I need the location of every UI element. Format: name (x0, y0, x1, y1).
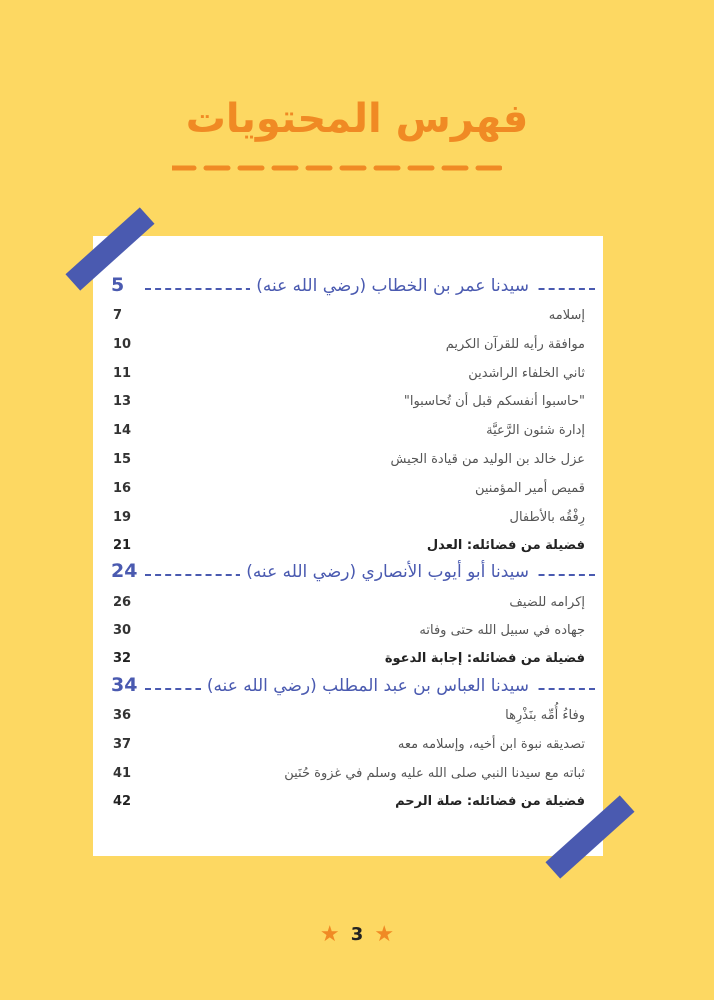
star-icon: ★ (319, 922, 340, 947)
toc-row[interactable] (105, 623, 595, 645)
toc-page-number: 34 (111, 674, 138, 696)
title-underline (172, 162, 502, 174)
toc-entry-title: وفاءُ أُمِّه بنَذْرِها (505, 708, 585, 723)
toc-entry-title: سيدنا أبو أيوب الأنصاري (رضي الله عنه) (240, 562, 535, 582)
toc-row[interactable] (105, 337, 595, 359)
toc-row[interactable] (105, 737, 595, 759)
toc-page-number: 36 (113, 708, 132, 723)
toc-entry-title: إكرامه للضيف (509, 595, 585, 610)
toc-page-number: 7 (113, 308, 123, 323)
page-number: 3 (350, 924, 364, 945)
toc-entry-title: قميص أمير المؤمنين (474, 481, 585, 496)
toc-row[interactable] (105, 510, 595, 532)
toc-page-number: 15 (113, 452, 132, 467)
toc-entry-title: فضيلة من فضائله: إجابة الدعوة (384, 651, 585, 666)
toc-entry-title: سيدنا عمر بن الخطاب (رضي الله عنه) (250, 276, 535, 296)
toc-page-number: 16 (113, 481, 132, 496)
page-footer (0, 922, 714, 947)
toc-entry-title: تصديقه نبوة ابن أخيه، وإسلامه معه (397, 737, 585, 752)
toc-entry-title: "حاسبوا أنفسكم قبل أن تُحاسبوا" (403, 394, 585, 409)
toc-row[interactable] (105, 651, 595, 673)
toc-entry-title: سيدنا العباس بن عبد المطلب (رضي الله عنه) (201, 676, 535, 696)
toc-row[interactable] (105, 708, 595, 730)
toc-entry-title: جهاده في سبيل الله حتى وفاته (419, 623, 585, 638)
toc-entry-title: إسلامه (548, 308, 585, 323)
toc-row[interactable] (105, 452, 595, 474)
toc-entry-title: ثباته مع سيدنا النبي صلى الله عليه وسلم في غزوة حُنَين (284, 766, 585, 781)
page-title: فهرس المحتويات (185, 96, 529, 142)
star-icon: ★ (374, 922, 395, 947)
toc-row[interactable] (105, 595, 595, 617)
toc-page-number: 42 (113, 794, 132, 809)
toc-row[interactable] (105, 481, 595, 503)
toc-entry-title: موافقة رأيه للقرآن الكريم (445, 337, 585, 352)
toc-entry-title: فضيلة من فضائله: العدل (426, 538, 585, 553)
toc-page-number: 32 (113, 651, 132, 666)
toc-entry-title: رِفْقُه بالأطفال (509, 510, 585, 525)
toc-row[interactable] (105, 766, 595, 788)
toc-page-number: 21 (113, 538, 132, 553)
toc-page-number: 24 (111, 560, 138, 582)
toc-row[interactable] (105, 308, 595, 330)
toc-section-row[interactable] (105, 276, 595, 304)
toc-page-number: 26 (113, 595, 132, 610)
toc-entry-title: عزل خالد بن الوليد من قيادة الجيش (390, 452, 585, 467)
toc-row[interactable] (105, 423, 595, 445)
toc-page-number: 19 (113, 510, 132, 525)
toc-row[interactable] (105, 366, 595, 388)
toc-row[interactable] (105, 794, 595, 816)
toc-entry-title: ثاني الخلفاء الراشدين (468, 366, 585, 381)
toc-page-number: 41 (113, 766, 132, 781)
toc-row[interactable] (105, 538, 595, 560)
toc-page-number: 37 (113, 737, 132, 752)
toc-page-number: 11 (113, 366, 132, 381)
toc-page-number: 10 (113, 337, 132, 352)
toc-entry-title: فضيلة من فضائله: صلة الرحم (395, 794, 585, 809)
toc-section-row[interactable] (105, 676, 595, 704)
toc-entry-title: إدارة شئون الرَّعيَّة (486, 423, 585, 438)
toc-page-number: 14 (113, 423, 132, 438)
toc-page-number: 30 (113, 623, 132, 638)
toc-row[interactable] (105, 394, 595, 416)
toc-section-row[interactable] (105, 562, 595, 590)
toc-page-number: 13 (113, 394, 132, 409)
toc-page-number: 5 (111, 274, 125, 296)
